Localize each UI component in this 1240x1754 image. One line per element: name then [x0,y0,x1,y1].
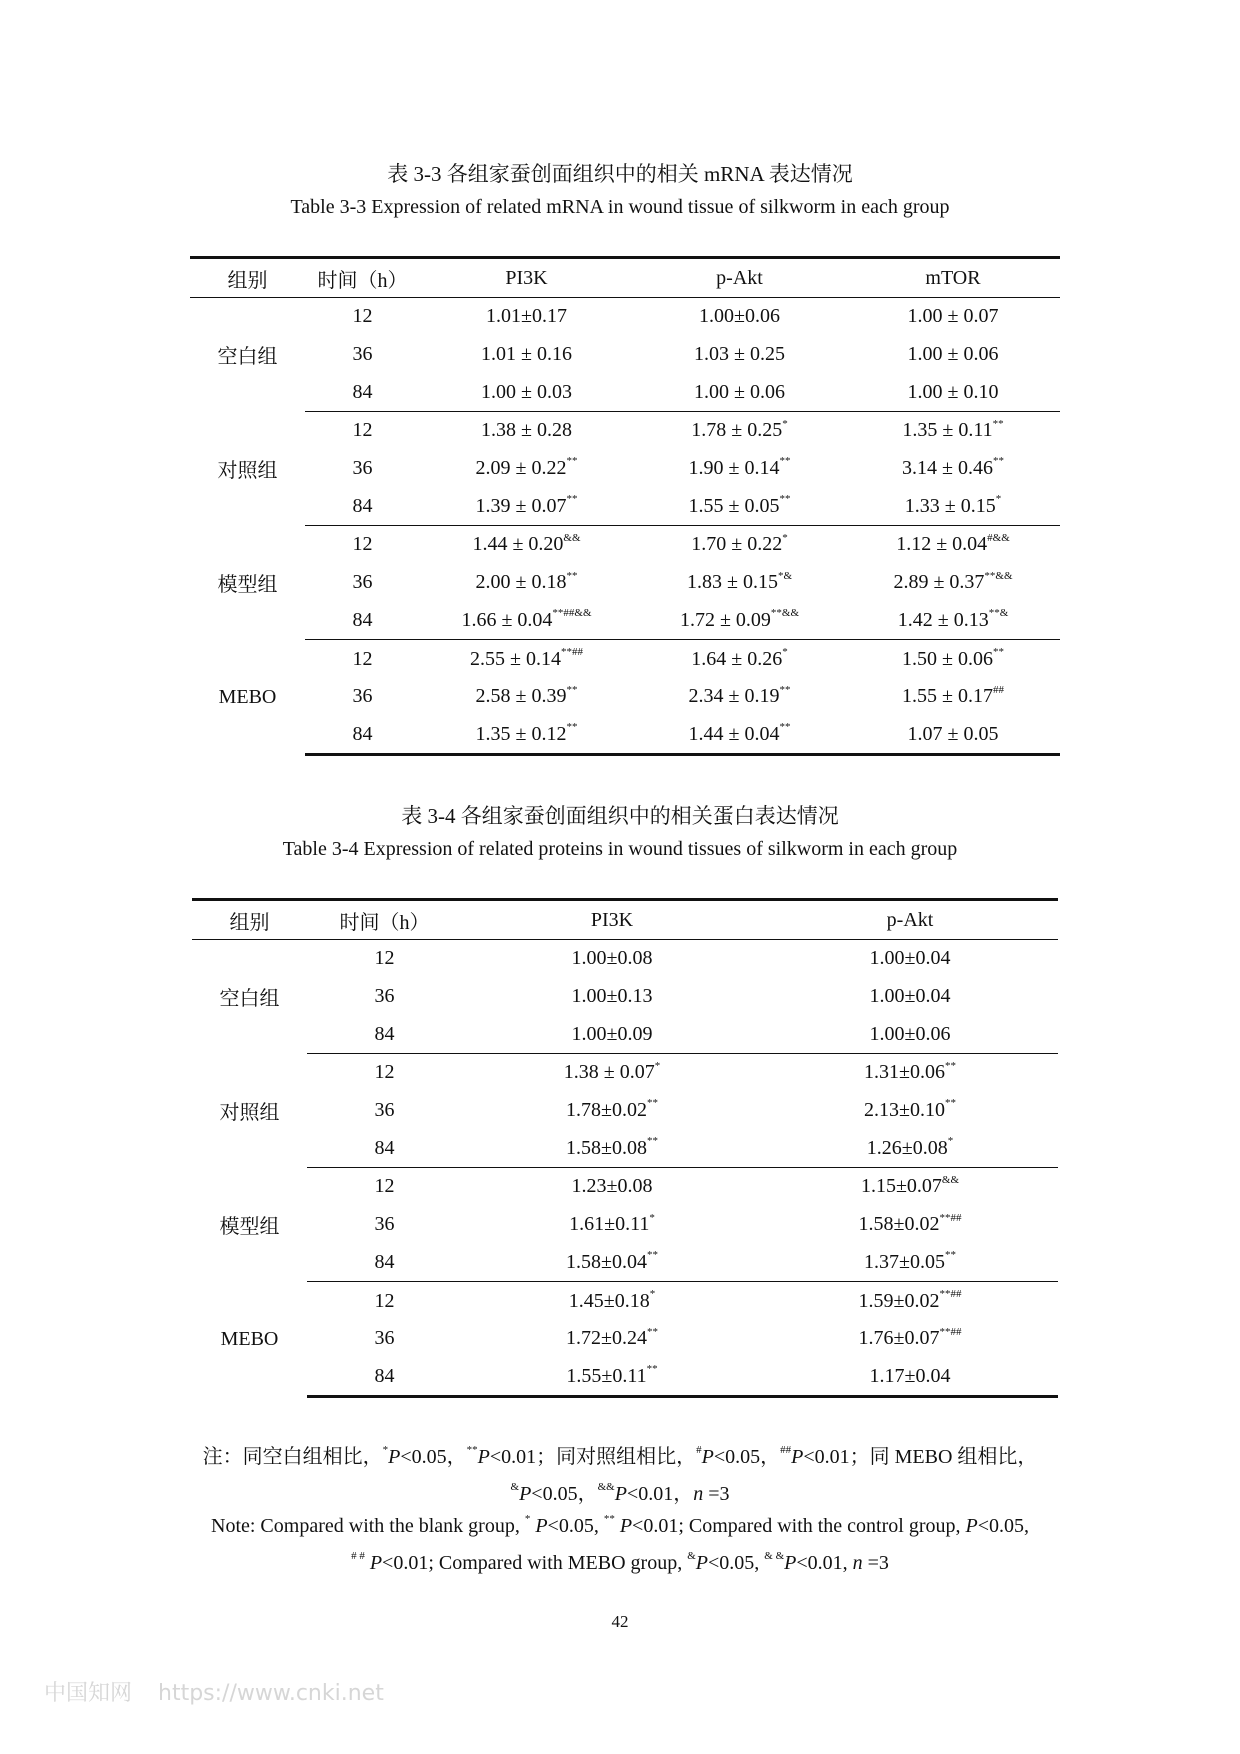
table1-header-3: p-Akt [633,258,846,298]
significance-mark: ## [992,683,1004,696]
value-text: 3.14 ± 0.46 [902,457,993,480]
value-text: 1.58±0.08 [566,1136,647,1159]
value-cell [762,1320,1058,1358]
note-italic: P [388,1446,401,1468]
significance-mark: ** [944,1059,956,1072]
significance-mark: ** [646,1325,658,1338]
value-cell [462,940,762,978]
table-row [190,678,1060,716]
value-cell [462,1244,762,1282]
value-cell [633,450,846,488]
significance-mark: ** [779,683,791,696]
value-text: 1.31±0.06 [864,1061,945,1084]
table-row [190,716,1060,755]
value-cell [846,373,1060,411]
value-cell [420,526,633,564]
watermark-url: https://www.cnki.net [158,1681,384,1706]
significance-mark: ** [944,1249,956,1262]
value-text: 1.01±0.17 [486,305,567,328]
time-cell: 84 [307,1244,462,1282]
note-sup: & & [764,1550,785,1563]
page-number: 42 [611,1612,629,1631]
note-text: Note: Compared with the blank group, [211,1515,525,1537]
significance-mark: ** [646,1097,658,1110]
significance-mark: && [563,531,581,544]
value-cell [420,640,633,678]
note-italic: P [695,1552,708,1574]
note-text: <0.05, [977,1515,1029,1537]
value-cell [462,1054,762,1092]
significance-mark: * [654,1059,661,1072]
value-cell [462,1320,762,1358]
time-cell: 84 [307,1015,462,1053]
value-cell [633,564,846,602]
value-cell [762,1054,1058,1092]
table-row [192,1129,1058,1167]
significance-mark: ** [566,721,578,734]
watermark [44,1676,410,1707]
value-text: 1.76±0.07 [858,1327,940,1350]
value-text: 2.55 ± 0.14 [470,647,561,670]
note-text: <0.05， [713,1446,781,1468]
table-row [192,1244,1058,1282]
value-text: 1.61±0.11 [569,1213,650,1236]
table2-header-2: PI3K [462,900,762,940]
note-text: <0.01; Compared with MEBO group, [382,1552,688,1574]
group-name-cell: 空白组 [219,988,280,1011]
value-text: 1.44 ± 0.20 [472,533,564,556]
value-text: 1.00 ± 0.06 [907,343,999,366]
significance-mark: ** [779,455,791,468]
time-cell: 84 [305,602,420,640]
value-cell [846,487,1060,525]
note-text: <0.01；同 MEBO 组相比， [803,1446,1038,1468]
value-cell [762,1358,1058,1397]
significance-mark: ** [566,569,578,582]
time-cell: 84 [307,1358,462,1397]
time-cell: 12 [374,1289,395,1312]
value-text: 1.00 ± 0.03 [481,380,572,403]
significance-mark: ** [566,455,578,468]
value-cell [846,640,1060,678]
note-cn-line2 [0,1477,1240,1506]
table-row [192,978,1058,1016]
table-row [192,1358,1058,1397]
significance-mark: * [782,417,788,430]
value-cell [420,487,633,525]
table1-header-4: mTOR [846,258,1060,298]
significance-mark: ** [566,493,578,506]
value-cell [462,1168,762,1206]
table1-caption-en: Table 3-3 Expression of related mRNA in wound tissue of silkworm in each group [290,196,950,218]
significance-mark: **## [939,1325,962,1338]
value-text: 1.38 ± 0.07 [563,1061,655,1084]
note-italic: P [477,1446,490,1468]
table-row [192,1054,1058,1092]
note-text: <0.05， [531,1483,598,1505]
significance-mark: ** [992,417,1004,430]
table-row [190,602,1060,640]
significance-mark: **& [988,607,1009,620]
significance-mark: #&& [987,531,1010,544]
value-text: 2.89 ± 0.37 [893,571,985,594]
table2 [192,898,1058,1398]
significance-mark: ** [779,493,791,506]
value-text: 2.58 ± 0.39 [475,685,567,708]
value-cell [633,526,846,564]
significance-mark: * [649,1287,656,1300]
value-cell [846,526,1060,564]
significance-mark: *& [777,569,793,582]
table-row [190,564,1060,602]
time-cell: 36 [352,571,373,594]
significance-mark: ** [646,1135,658,1148]
table-row [192,1168,1058,1206]
value-text: 1.26±0.08 [866,1136,948,1159]
table1-header-row [190,258,1060,298]
value-cell [462,1092,762,1130]
table-row [190,336,1060,374]
note-sup: # [696,1444,702,1457]
value-cell [633,298,846,336]
time-cell: 36 [374,985,395,1008]
note-sup: & [687,1550,696,1563]
table-row [192,1320,1058,1358]
significance-mark: ** [992,455,1004,468]
value-text: 1.66 ± 0.04 [461,608,553,631]
note-italic: P [784,1552,797,1574]
table-row [190,373,1060,411]
value-text: 1.55 ± 0.05 [688,494,780,517]
significance-mark: * [995,493,1002,506]
note-italic: n [693,1483,704,1505]
note-italic: P [535,1515,548,1537]
value-text: 1.33 ± 0.15 [904,494,996,517]
value-text: 1.70 ± 0.22 [691,533,783,556]
value-cell [762,1206,1058,1244]
group-name-cell: MEBO [220,1327,279,1350]
note-sup: ** [466,1444,478,1457]
significance-mark: ** [779,721,791,734]
time-cell: 36 [352,457,373,480]
table1-header-0: 组别 [190,258,305,298]
value-text: 1.01 ± 0.16 [481,343,572,366]
value-text: 1.90 ± 0.14 [688,457,780,480]
value-text: 2.00 ± 0.18 [475,571,567,594]
note-italic: P [614,1483,627,1505]
significance-mark: * [649,1211,655,1224]
value-text: 1.35 ± 0.12 [475,722,567,745]
value-cell [846,450,1060,488]
group-name-cell: 空白组 [217,346,278,369]
table-row [190,487,1060,525]
note-en-line2 [0,1552,1240,1575]
value-cell [633,336,846,374]
group-name-cell: 对照组 [219,1102,280,1125]
table2-caption-en: Table 3-4 Expression of related proteins in wound tissues of silkworm in each group [282,838,958,860]
time-cell: 12 [374,947,395,970]
table1-header-1: 时间（h） [305,258,420,298]
value-cell [420,373,633,411]
note-text: <0.01， [626,1483,694,1505]
table2-header-1: 时间（h） [307,900,462,940]
value-cell [846,716,1060,755]
value-cell [762,940,1058,978]
note-text: <0.01, [796,1552,853,1574]
value-text: 1.38 ± 0.28 [481,419,572,442]
note-text: <0.01；同对照组相比， [489,1446,697,1468]
value-cell [633,487,846,525]
table-row [192,1092,1058,1130]
value-cell [762,1015,1058,1053]
note-italic: n [852,1552,863,1574]
note-text: <0.05, [547,1515,604,1537]
significance-mark: ** [646,1363,658,1376]
table-row [192,940,1058,978]
value-text: 2.09 ± 0.22 [475,457,567,480]
value-cell [462,1129,762,1167]
table2-header-0: 组别 [192,900,307,940]
value-text: 1.35 ± 0.11 [902,419,993,442]
value-cell [633,716,846,755]
value-cell [633,678,846,716]
note-text: <0.05, [707,1552,765,1574]
note-italic: P [369,1552,383,1574]
table2-caption-cn: 表 3-4 各组家蚕创面组织中的相关蛋白表达情况 [401,804,839,828]
value-cell [846,336,1060,374]
time-cell: 36 [374,1327,395,1350]
significance-mark: ** [944,1097,956,1110]
time-cell: 36 [352,343,373,366]
group-name-cell: 模型组 [219,1216,280,1239]
value-text: 1.00 ± 0.06 [694,380,785,403]
table1-caption-cn: 表 3-3 各组家蚕创面组织中的相关 mRNA 表达情况 [387,162,853,186]
value-cell [420,716,633,755]
time-cell: 36 [374,1099,395,1122]
time-cell: 84 [305,487,420,525]
value-text: 1.00±0.06 [869,1022,951,1045]
value-text: 1.39 ± 0.07 [475,494,567,517]
note-sup: ** [603,1513,615,1526]
time-cell: 12 [352,647,373,670]
value-cell [633,602,846,640]
value-cell [420,564,633,602]
note-sup: & [510,1481,520,1494]
value-cell [762,1282,1058,1320]
value-text: 1.55 ± 0.17 [902,685,993,708]
value-text: 1.00±0.04 [869,947,951,970]
time-cell: 84 [305,373,420,411]
value-text: 1.58±0.02 [858,1213,940,1236]
value-cell [846,298,1060,336]
value-text: 1.45±0.18 [568,1289,650,1312]
value-cell [762,1168,1058,1206]
value-text: 1.03 ± 0.25 [694,343,785,366]
time-cell: 84 [307,1129,462,1167]
value-cell [462,1206,762,1244]
table1 [190,256,1060,756]
value-text: 1.64 ± 0.26 [691,647,783,670]
table-row [192,1015,1058,1053]
value-text: 1.07 ± 0.05 [907,722,999,745]
group-name-cell: MEBO [218,685,277,708]
value-cell [420,298,633,336]
value-cell [846,678,1060,716]
value-text: 1.00±0.06 [699,305,780,328]
value-text: 1.83 ± 0.15 [686,571,778,594]
value-cell [462,978,762,1016]
significance-mark: **&& [984,569,1013,582]
value-text: 1.50 ± 0.06 [902,647,993,670]
value-cell [420,602,633,640]
value-text: 1.17±0.04 [869,1364,951,1387]
note-sup: ## [780,1444,792,1457]
value-cell [633,412,846,450]
value-cell [633,640,846,678]
value-cell [846,412,1060,450]
note-italic: P [519,1483,532,1505]
note-sup: * [524,1513,531,1526]
table1-header-2: PI3K [420,258,633,298]
value-text: 1.72 ± 0.09 [679,608,771,631]
value-text: 1.00±0.04 [869,985,951,1008]
value-text: 1.23±0.08 [571,1175,653,1198]
time-cell: 84 [305,716,420,755]
significance-mark: ** [566,683,578,696]
table-row [190,526,1060,564]
value-text: 1.00 ± 0.07 [907,305,999,328]
note-en-line1 [0,1515,1240,1538]
significance-mark: * [782,531,788,544]
significance-mark: ** [646,1249,658,1262]
value-cell [762,1244,1058,1282]
value-cell [462,1358,762,1397]
value-text: 1.78±0.02 [566,1099,647,1122]
value-text: 1.00±0.13 [571,985,653,1008]
value-text: 1.59±0.02 [858,1289,940,1312]
time-cell: 12 [352,533,373,556]
value-cell [762,1129,1058,1167]
value-cell [633,373,846,411]
table-row [192,1206,1058,1244]
note-text: <0.01; Compared with the control group, [632,1515,966,1537]
note-text: <0.05， [400,1446,467,1468]
value-text: 1.55±0.11 [566,1364,647,1387]
time-cell: 12 [352,305,373,328]
significance-mark: && [941,1173,960,1186]
value-text: 1.15±0.07 [860,1175,942,1198]
value-cell [420,336,633,374]
value-text: 1.00 ± 0.10 [907,380,999,403]
significance-mark: **## [939,1211,962,1224]
value-text: 1.44 ± 0.04 [688,722,780,745]
significance-mark: **##&& [552,607,592,620]
table-row [190,412,1060,450]
table-row [192,1282,1058,1320]
significance-mark: * [947,1135,954,1148]
value-text: 1.00±0.09 [571,1022,653,1045]
value-cell [462,1015,762,1053]
table-row [190,450,1060,488]
value-cell [420,450,633,488]
note-text: 注：同空白组相比， [202,1446,383,1468]
value-text: 1.00±0.08 [571,947,653,970]
note-italic: P [619,1515,633,1537]
note-text: =3 [862,1552,889,1574]
significance-mark: **&& [770,607,800,620]
value-text: 1.37±0.05 [864,1250,945,1273]
note-sup: * [382,1444,389,1457]
note-italic: P [965,1515,978,1537]
value-cell [420,412,633,450]
value-text: 1.78 ± 0.25 [691,419,783,442]
value-text: 1.42 ± 0.13 [897,608,989,631]
group-name-cell: 对照组 [217,460,278,483]
time-cell: 36 [352,685,373,708]
note-sup: # # [351,1550,365,1563]
note-italic: P [701,1446,714,1468]
significance-mark: ** [992,645,1004,658]
time-cell: 12 [352,419,373,442]
table2-header-3: p-Akt [762,900,1058,940]
value-text: 1.58±0.04 [566,1250,647,1273]
value-cell [762,978,1058,1016]
table2-header-row [192,900,1058,940]
significance-mark: * [782,645,788,658]
note-sup: && [597,1481,615,1494]
value-cell [762,1092,1058,1130]
value-text: 2.34 ± 0.19 [688,685,780,708]
time-cell: 36 [374,1213,395,1236]
value-cell [462,1282,762,1320]
value-cell [846,564,1060,602]
watermark-name: 中国知网 [44,1681,133,1706]
table-row [190,640,1060,678]
value-text: 1.72±0.24 [566,1327,647,1350]
value-cell [846,602,1060,640]
significance-mark: **## [939,1287,962,1300]
value-cell [420,678,633,716]
note-cn-line1 [0,1440,1240,1469]
value-text: 2.13±0.10 [864,1099,945,1122]
note-text: =3 [703,1483,730,1505]
note-italic: P [791,1446,804,1468]
value-text: 1.12 ± 0.04 [896,533,988,556]
significance-mark: **## [560,645,583,658]
table-row [190,298,1060,336]
time-cell: 12 [374,1175,395,1198]
group-name-cell: 模型组 [217,574,278,597]
time-cell: 12 [374,1061,395,1084]
